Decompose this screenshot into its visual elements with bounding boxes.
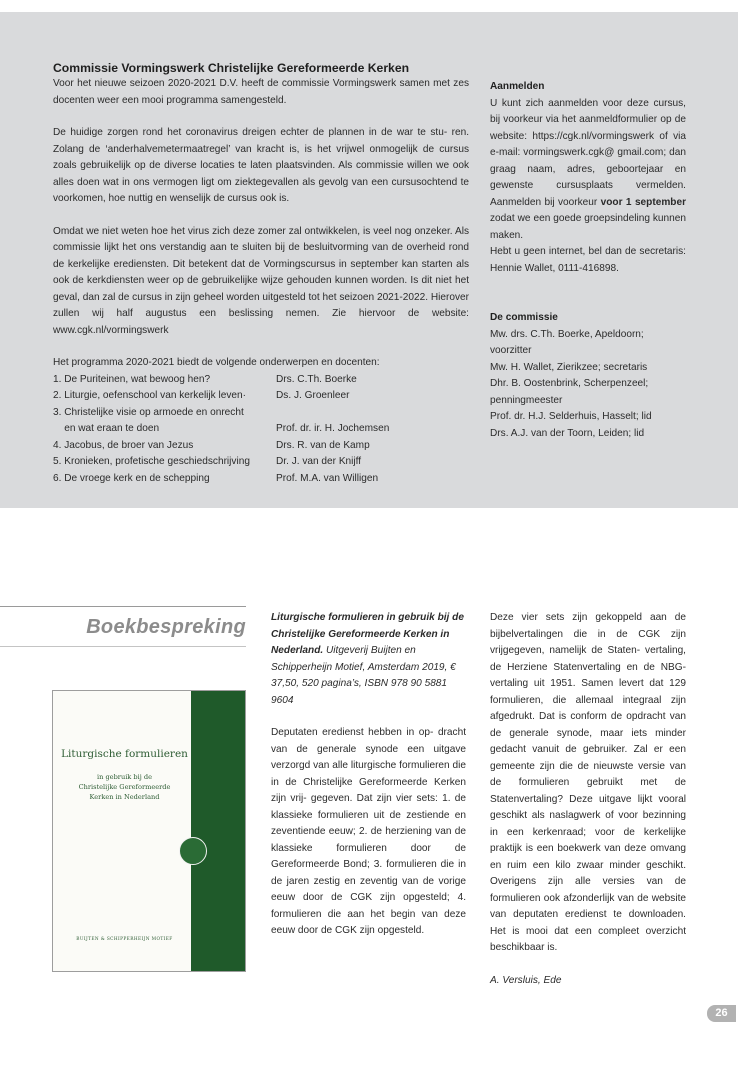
- program-item: [53, 372, 469, 389]
- review-section-title: Boekbespreking: [86, 616, 246, 638]
- program-item: [53, 471, 469, 488]
- program-teacher: Prof. M.A. van Willigen: [276, 472, 379, 484]
- book-bibliography: [271, 610, 466, 709]
- book-cover-subtitle: [57, 772, 192, 802]
- program-intro: Het programma 2020-2021 biedt de volgende onderwerpen en docenten:: [53, 357, 380, 368]
- program-topic: 2. Liturgie, oefenschool van kerkelijk leven·: [53, 390, 247, 401]
- signup-phone-note: Hebt u geen internet, bel dan de secretaris: Hennie Wallet, 0111-416898.: [490, 246, 686, 274]
- decision-paragraph: Omdat we niet weten hoe het virus zich deze zomer zal ontwikkelen, is veel nog onzeker. Als commissie lijkt het ons verstandig aan te sluiten bij de besluitvorming van de overheid rond de kerkelijke erediensten. Dit betekent dat de Vormingscursus in september kan starten als ook de kerkdiensten weer op de gebruikelijke wijze gehouden kunnen worden. Is dit niet het geval, dan zal de cursus in zijn geheel worden uitgesteld tot het seizoen 2021-2022. Hierover zullen wij half augustus een beslissing nemen. Zie hiervoor de website: www.cgk.nl/vormingswerk: [53, 225, 469, 336]
- program-teacher: Drs. R. van de Kamp: [276, 439, 370, 451]
- committee-member: Dhr. B. Oostenbrink, Scherpenzeel; penningmeester: [490, 378, 649, 406]
- review-author: A. Versluis, Ede: [490, 974, 562, 986]
- program-topic: en wat eraan te doen: [53, 423, 160, 434]
- announcement-heading: Commissie Vormingswerk Christelijke Gereformeerde Kerken: [53, 61, 410, 75]
- program-item: [53, 405, 469, 422]
- committee-block: [490, 310, 686, 442]
- review-column-2: [490, 610, 686, 1005]
- program-topic: 3. Christelijke visie op armoede en onrecht: [53, 406, 244, 418]
- program-item: [53, 438, 469, 455]
- book-title: Liturgische formulieren in gebruik bij de Christelijke Gereformeerde Kerken in Nederland.: [271, 612, 464, 656]
- signup-deadline: voor 1 september: [600, 196, 686, 208]
- program-teacher: Drs. C.Th. Boerke: [276, 373, 357, 385]
- program-teacher: Prof. dr. ir. H. Jochemsen: [276, 423, 390, 434]
- book-cover-title: Liturgische formulieren: [61, 748, 188, 760]
- program-teacher: Dr. J. van der Knijff: [276, 456, 362, 467]
- program-topic: 4. Jacobus, de broer van Jezus: [53, 439, 194, 451]
- signup-heading: Aanmelden: [490, 81, 545, 92]
- program-topic: 6. De vroege kerk en de schepping: [53, 472, 210, 484]
- book-cover-subtitle-line: Christelijke Gereformeerde: [78, 783, 171, 791]
- review-paragraph: Deputaten eredienst hebben in op- dracht van de generale synode een uitgave verzorgd van alle liturgische formulieren die in de Christelijke Gereformeerde Kerken zijn vrij- gegeven. Dat zijn vier sets: 1. de klassieke formulieren uit de zestiende en zeventiende eeuw; 2. de herziening van de klassieke formulieren door de Gereformeerde Bond; 3. formulieren die in de jaren zestig en zeventig van de vorige eeuw door de CGK zijn opgesteld; 4. formulieren die aan het begin van deze eeuw door de CGK zijn opgesteld.: [271, 727, 466, 936]
- program-item: [53, 454, 469, 471]
- signup-text: [490, 96, 686, 245]
- signup-text-end: zodat we een goede groepsindeling kunnen maken.: [490, 213, 686, 241]
- program-item: [53, 388, 469, 405]
- committee-member: Drs. A.J. van der Toorn, Leiden; lid: [490, 427, 645, 439]
- page-number: 26: [707, 1005, 736, 1022]
- seal-icon: [179, 837, 207, 865]
- program-topic: 5. Kronieken, profetische geschiedschrijving: [53, 456, 250, 467]
- intro-paragraph: Voor het nieuwe seizoen 2020-2021 D.V. heeft de commissie Vormingswerk samen met zes docenten weer een mooi programma samengesteld.: [53, 78, 469, 106]
- review-paragraph: Deze vier sets zijn gekoppeld aan de bijbelvertalingen die in de CGK zijn vrijgegeven, namelijk de Staten- vertaling, de Herziene Statenvertaling en de NBG-vertaling uit 1951. Samen levert dat 129 formulieren, die allemaal integraal zijn afgedrukt. Dat is conform de opdracht van de generale synode, maar iets minder gedacht vanuit de gebruiker. Zal er een gemeente zijn die de nieuwste versie van de formulieren gebruikt met de Statenvertaling? Deze uitgave lijkt vooral geschikt als naslagwerk of voor bezinning in een kerkenraad; voor de kerkelijke praktijk is een boekwerk van deze omvang en ruim een kilo zwaar minder geschikt. Overigens zijn alle versies van de formulieren ook afzonderlijk van de website van deputaten eredienst te downloaden. Het is mooi dat een compleet overzicht beschikbaar is.: [490, 612, 686, 953]
- committee-member: Prof. dr. H.J. Selderhuis, Hasselt; lid: [490, 411, 652, 422]
- announcement-side-column: [490, 79, 686, 442]
- book-cover-subtitle-line: in gebruik bij de: [97, 773, 152, 781]
- book-cover-subtitle-line: Kerken in Nederland: [89, 793, 160, 801]
- book-cover-publisher: BUIJTEN & SCHIPPERHEIJN MOTIEF: [76, 937, 173, 942]
- book-cover: [52, 690, 246, 972]
- program-topic: 1. De Puriteinen, wat bewoog hen?: [53, 373, 211, 385]
- committee-member: Mw. H. Wallet, Zierikzee; secretaris: [490, 361, 648, 373]
- book-cover-spine-band: [191, 691, 245, 971]
- book-details: Uitgeverij Buijten en Schipperheijn Motief, Amsterdam 2019, € 37,50, 520 pagina’s, ISBN 978 90 5881 9604: [271, 645, 456, 706]
- section-rule-bottom: [0, 646, 246, 647]
- signup-text-main: U kunt zich aanmelden voor deze cursus, bij voorkeur via het aanmeldformulier op de website: https://cgk.nl/vormingswerk of via e-mail: vormingswerk.cgk@ gmail.com; dan graag naam, adres, geboortejaar en gewenste cursusplaats vermelden. Aanmelden bij voorkeur: [490, 97, 686, 208]
- announcement-main-column: [53, 60, 469, 487]
- committee-heading: De commissie: [490, 312, 558, 323]
- review-column-1: [271, 610, 466, 940]
- committee-member: Mw. drs. C.Th. Boerke, Apeldoorn; voorzitter: [490, 328, 644, 356]
- program-item: [53, 421, 469, 438]
- section-rule-top: [0, 606, 246, 607]
- program-teacher: Ds. J. Groenleer: [276, 390, 350, 401]
- corona-paragraph: De huidige zorgen rond het coronavirus dreigen echter de plannen in de war te stu- ren. Zolang de ‘anderhalvemetermaatregel’ van kracht is, is het vrijwel onmogelijk de cursus zoals gebruikelijk op de diverse locaties te laten plaatsvinden. Als commissie willen we ook alles doen wat in ons vermogen ligt om ziektegevallen als gevolg van een cursusochtend te voorkomen, hoe nuttig en wenselijk de cursus ook is.: [53, 127, 469, 204]
- program-list: [53, 372, 469, 488]
